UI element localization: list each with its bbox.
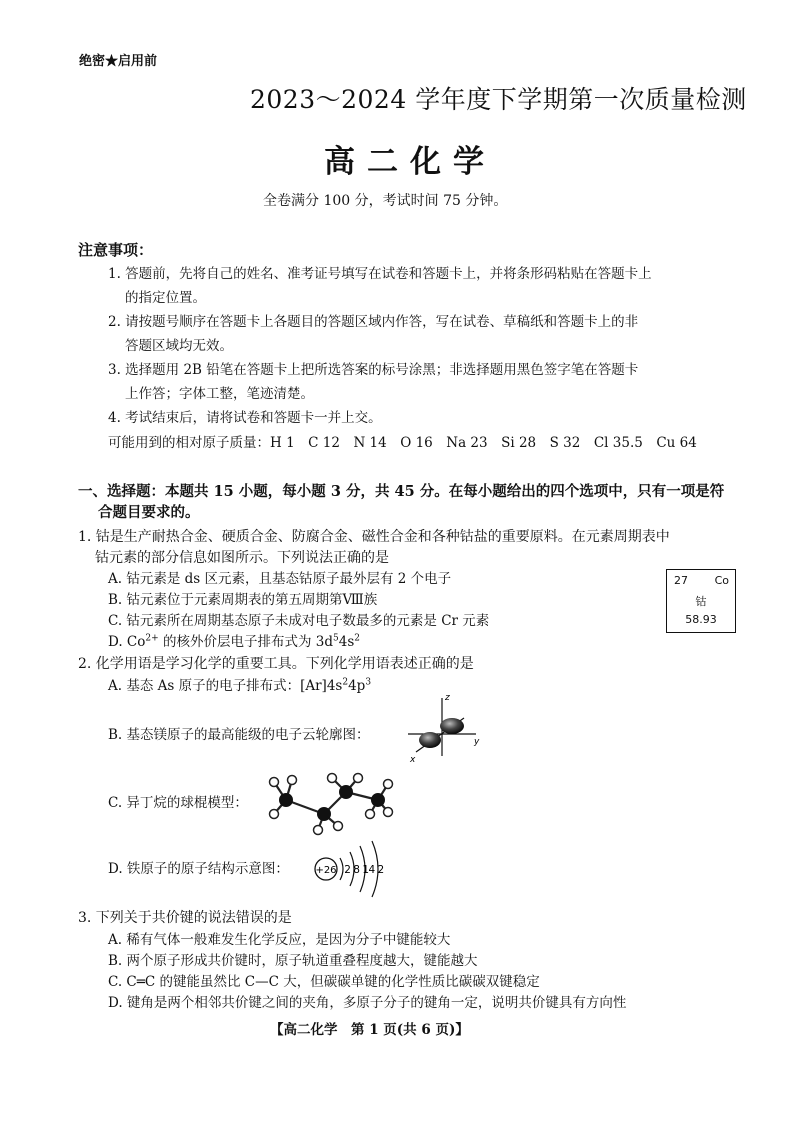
- notice-item: 上作答；字体工整，笔迹清楚。: [125, 386, 314, 402]
- axis-label-z: z: [445, 693, 450, 703]
- superscript: 2: [354, 633, 360, 644]
- element-symbol: Co: [714, 574, 729, 587]
- axis-label-y: y: [474, 737, 480, 747]
- exam-title: 2023～2024 学年度下学期第一次质量检测: [250, 85, 747, 114]
- orbital-lobe: [419, 732, 441, 748]
- q3-stem: 3. 下列关于共价键的说法错误的是: [78, 910, 292, 926]
- q1-option-d-text: D. Co: [108, 634, 146, 650]
- q3-option-c: C. C═C 的键能虽然比 C—C 大，但碳碳单键的化学性质比碳碳双键稳定: [108, 974, 540, 990]
- q3-option-b: B. 两个原子形成共价键时，原子轨道重叠程度越大，键能越大: [108, 953, 478, 969]
- notice-item: 4. 考试结束后，请将试卷和答题卡一并上交。: [108, 410, 382, 426]
- shell-electron-counts: 2 8 14 2: [344, 864, 384, 876]
- orbital-contour-diagram: [406, 690, 488, 764]
- q2-option-a-text: 4p: [348, 678, 366, 694]
- orbital-lobe: [440, 718, 464, 734]
- q2-option-b: B. 基态镁原子的最高能级的电子云轮廓图：: [108, 727, 370, 743]
- score-and-time: 全卷满分 100 分，考试时间 75 分钟。: [263, 193, 508, 209]
- isobutane-ball-stick-model: [262, 768, 394, 840]
- q2-option-a: [108, 676, 371, 697]
- q1-option-b: B. 钴元素位于元素周期表的第五周期第Ⅷ族: [108, 592, 378, 608]
- q2-option-a-text: A. 基态 As 原子的电子排布式：[Ar]4s: [108, 678, 343, 694]
- q1-option-d: [108, 632, 360, 653]
- axis-label-x: x: [410, 755, 416, 764]
- notice-item: 的指定位置。: [125, 290, 206, 306]
- q1-stem: 1. 钴是生产耐热合金、硬质合金、防腐合金、磁性合金和各种钴盐的重要原料。在元素周期表中: [78, 529, 670, 545]
- confidential-mark: 绝密★启用前: [79, 54, 158, 69]
- q1-option-d-text: 的核外价层电子排布式为 3d: [158, 634, 333, 650]
- superscript: 2+: [145, 633, 159, 644]
- q1-option-a: A. 钴元素是 ds 区元素，且基态钴原子最外层有 2 个电子: [108, 571, 452, 587]
- cobalt-element-box: [666, 569, 736, 633]
- superscript: 3: [365, 677, 372, 688]
- atomic-mass: 58.93: [685, 613, 717, 626]
- nucleus-charge: +26: [315, 865, 337, 876]
- superscript: 2: [342, 677, 349, 688]
- q1-option-d-text: 4s: [338, 634, 355, 650]
- atomic-masses: 可能用到的相对原子质量：H 1 C 12 N 14 O 16 Na 23 Si 28 S 32 Cl 35.5 Cu 64: [108, 435, 697, 451]
- notice-heading: 注意事项：: [78, 241, 154, 259]
- atomic-number: 27: [674, 574, 688, 587]
- notice-item: 3. 选择题用 2B 铅笔在答题卡上把所选答案的标号涂黑；非选择题用黑色签字笔在答题卡: [108, 362, 639, 378]
- notice-item: 答题区域均无效。: [125, 338, 233, 354]
- q3-option-d: D. 键角是两个相邻共价键之间的夹角，多原子分子的键角一定，说明共价键具有方向性: [108, 995, 627, 1011]
- iron-atom-structure-diagram: [312, 838, 390, 900]
- q2-stem: 2. 化学用语是学习化学的重要工具。下列化学用语表述正确的是: [78, 656, 474, 672]
- section-heading: [78, 481, 758, 523]
- q1-stem: 钴元素的部分信息如图所示。下列说法正确的是: [95, 550, 389, 566]
- q3-option-a: A. 稀有气体一般难发生化学反应，是因为分子中键能较大: [108, 932, 451, 948]
- q2-option-c: C. 异丁烷的球棍模型：: [108, 795, 248, 811]
- notice-item: 2. 请按题号顺序在答题卡上各题目的答题区域内作答，写在试卷、草稿纸和答题卡上的非: [108, 314, 639, 330]
- superscript: 5: [333, 633, 339, 644]
- section-heading-line: 合题目要求的。: [98, 504, 200, 521]
- notice-item: 1. 答题前，先将自己的姓名、准考证号填写在试卷和答题卡上，并将条形码粘贴在答题卡上: [108, 266, 652, 282]
- page-footer: 【高二化学 第 1 页(共 6 页)】: [270, 1022, 469, 1038]
- section-heading-line: 一、选择题：本题共 15 小题，每小题 3 分，共 45 分。在每小题给出的四个选项中，只有一项是符: [78, 483, 725, 500]
- element-name: 钴: [695, 595, 707, 608]
- q2-option-d: D. 铁原子的原子结构示意图：: [108, 861, 289, 877]
- subject-title: 高二化学: [324, 144, 496, 180]
- q1-option-c: C. 钴元素所在周期基态原子未成对电子数最多的元素是 Cr 元素: [108, 613, 490, 629]
